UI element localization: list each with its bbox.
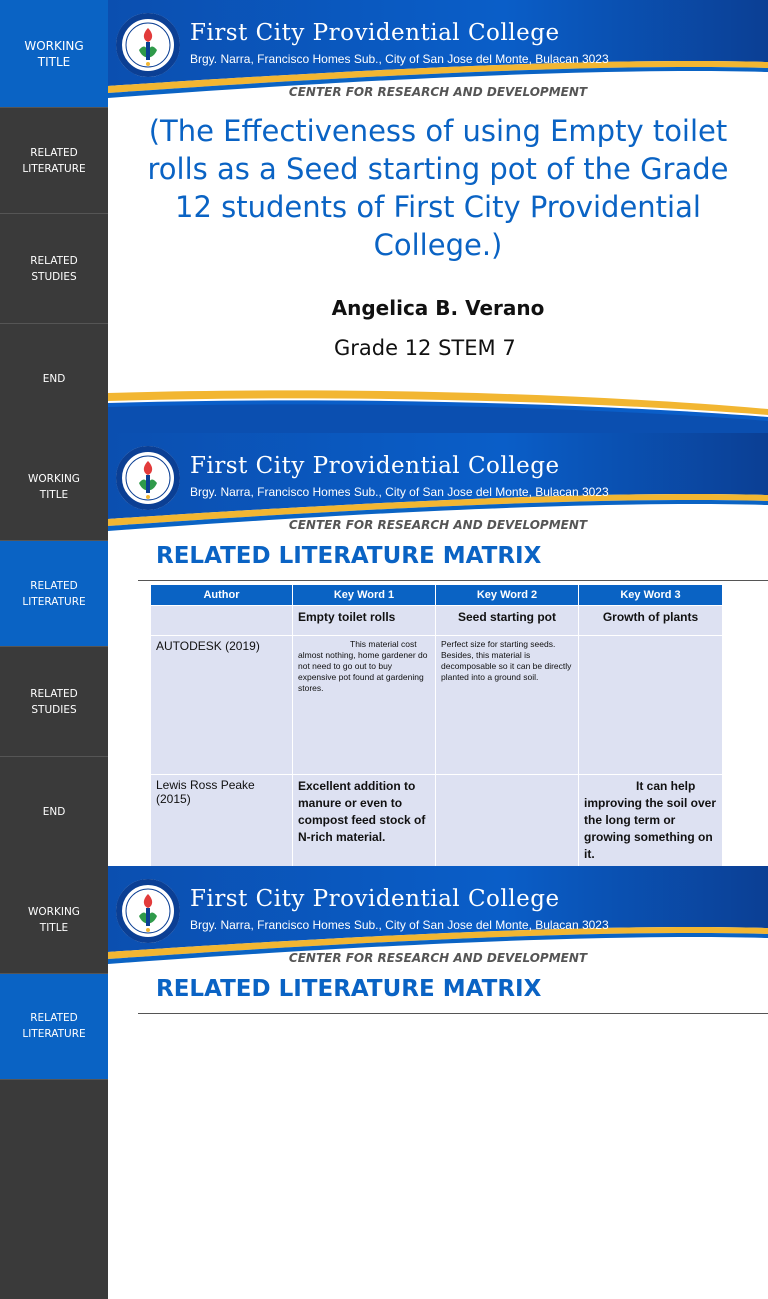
nav-working-title[interactable] <box>0 866 108 974</box>
center-name: CENTER FOR RESEARCH AND DEVELOPMENT <box>288 518 588 532</box>
nav-end[interactable] <box>0 324 108 433</box>
author-name: Angelica B. Verano <box>331 296 545 320</box>
college-name: First City Providential College <box>190 20 560 46</box>
center-name: CENTER FOR RESEARCH AND DEVELOPMENT <box>288 951 588 965</box>
cell-text: This material cost almost nothing, home gardener do not need to go out to buy expensive pot found at gardening stores. <box>298 639 428 693</box>
table-row <box>151 636 723 775</box>
table-cell <box>293 636 436 775</box>
slide-literature-matrix <box>0 433 768 866</box>
author-cell: AUTODESK (2019) <box>151 636 293 775</box>
college-address: Brgy. Narra, Francisco Homes Sub., City of San Jose del Monte, Bulacan 3023 <box>190 485 609 499</box>
column-header: Key Word 1 <box>293 585 436 606</box>
table-cell: Perfect size for starting seeds. Besides, this material is decomposable so it can be directly planted into a ground soil. <box>436 636 579 775</box>
nav-label: RELATED STUDIES <box>30 687 78 716</box>
column-header: Key Word 2 <box>436 585 579 606</box>
nav-label: WORKING TITLE <box>24 38 84 69</box>
slide-content <box>108 0 768 433</box>
matrix-title: RELATED LITERATURE MATRIX <box>156 976 542 1002</box>
nav-related-literature[interactable] <box>0 974 108 1080</box>
nav-label: RELATED LITERATURE <box>22 1012 86 1040</box>
center-name: CENTER FOR RESEARCH AND DEVELOPMENT <box>288 85 588 99</box>
footer-wave <box>108 383 768 433</box>
table-cell <box>436 775 579 867</box>
table-cell <box>579 636 723 775</box>
college-address: Brgy. Narra, Francisco Homes Sub., City of San Jose del Monte, Bulacan 3023 <box>190 918 609 932</box>
table-row <box>151 775 723 867</box>
column-header: Author <box>151 585 293 606</box>
table-cell <box>579 775 723 867</box>
sidebar <box>0 433 108 866</box>
college-address: Brgy. Narra, Francisco Homes Sub., City of San Jose del Monte, Bulacan 3023 <box>190 52 609 66</box>
matrix-title: RELATED LITERATURE MATRIX <box>156 543 542 569</box>
nav-related-literature[interactable] <box>0 108 108 214</box>
slide-content <box>108 433 768 866</box>
research-title: (The Effectiveness of using Empty toilet rolls as a Seed starting pot of the Grade 12 students of First City Providential College.) <box>147 114 729 262</box>
nav-label: RELATED STUDIES <box>30 254 78 283</box>
nav-working-title[interactable] <box>0 433 108 541</box>
college-seal-icon <box>115 12 181 78</box>
slide-literature-matrix-2 <box>0 866 768 1299</box>
nav-label: END <box>42 805 66 818</box>
college-seal-icon <box>115 445 181 511</box>
nav-related-studies[interactable] <box>0 647 108 757</box>
table-cell <box>151 606 293 636</box>
nav-label: WORKING TITLE <box>28 472 80 501</box>
keyword-row <box>151 606 723 636</box>
cell-text: It can help improving the soil over the long term or growing something on it. <box>584 779 717 861</box>
keyword-cell: Seed starting pot <box>436 606 579 636</box>
nav-related-studies[interactable] <box>0 214 108 324</box>
table-cell: Excellent addition to manure or even to compost feed stock of N-rich material. <box>293 775 436 867</box>
keyword-cell: Growth of plants <box>579 606 723 636</box>
nav-label: RELATED LITERATURE <box>22 579 86 608</box>
keyword-cell: Empty toilet rolls <box>293 606 436 636</box>
slide-content <box>108 866 768 1299</box>
slide-title <box>0 0 768 433</box>
nav-working-title[interactable] <box>0 0 108 108</box>
column-header: Key Word 3 <box>579 585 723 606</box>
nav-label: WORKING TITLE <box>28 905 80 934</box>
sidebar <box>0 866 108 1299</box>
divider <box>138 1013 768 1014</box>
divider <box>138 580 768 581</box>
college-name: First City Providential College <box>190 453 560 479</box>
table-header-row <box>151 585 723 606</box>
nav-label: END <box>42 372 66 385</box>
grade-section: Grade 12 STEM 7 <box>334 336 516 360</box>
nav-label: RELATED LITERATURE <box>22 146 86 175</box>
nav-end[interactable] <box>0 757 108 866</box>
author-cell: Lewis Ross Peake (2015) <box>151 775 293 867</box>
sidebar <box>0 0 108 433</box>
literature-matrix-table <box>150 584 723 866</box>
college-name: First City Providential College <box>190 886 560 912</box>
nav-related-literature[interactable] <box>0 541 108 647</box>
college-seal-icon <box>115 878 181 944</box>
